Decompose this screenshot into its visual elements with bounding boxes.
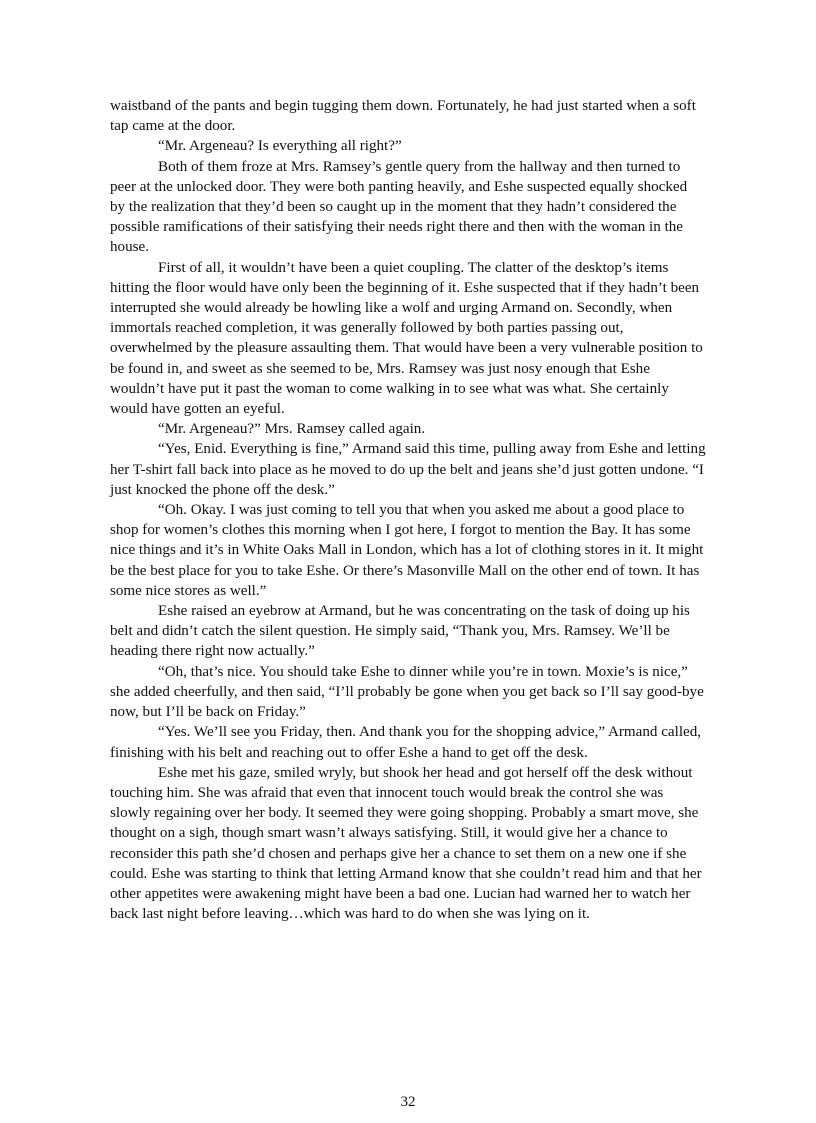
paragraph: “Mr. Argeneau? Is everything all right?” (158, 138, 402, 155)
paragraph: Eshe met his gaze, smiled wryly, but shook her head and got herself off the desk without touching him. She was afraid that even that innocent touch would break the control she was slowly regaining over her body. It seemed they were going shopping. Probably a smart move, she thought on a sigh, though smart wasn’t always satisfying. Still, it would give her a chance to reconsider this path she’d chosen and perhaps give her a chance to set them on a new one if she could. Eshe was starting to think that letting Armand know that she couldn’t read him and that her other appetites were awakening might have been a bad one. Lucian had warned her to watch her back last night before leaving…which was hard to do when she was lying on it. (110, 764, 702, 923)
page-number: 32 (400, 1094, 416, 1110)
paragraph: Both of them froze at Mrs. Ramsey’s gentle query from the hallway and then turned to peer at the unlocked door. They were both panting heavily, and Eshe suspected equally shocked by the realization that they’d been so caught up in the moment that they hadn’t considered the possible ramifications of their satisfying their needs right there and then with the woman in the house. (110, 158, 688, 256)
paragraph: Eshe raised an eyebrow at Armand, but he was concentrating on the task of doing up his belt and didn’t catch the silent question. He simply said, “Thank you, Mrs. Ramsey. We’ll be heading there right now actually.” (110, 603, 690, 660)
paragraph: “Yes. We’ll see you Friday, then. And thank you for the shopping advice,” Armand called, finishing with his belt and reaching out to offer Eshe a hand to get off the desk. (110, 724, 702, 761)
paragraph: “Yes, Enid. Everything is fine,” Armand said this time, pulling away from Eshe and letting her T-shirt fall back into place as he moved to do up the belt and jeans she’d just gotten undone. “I just knocked the phone off the desk.” (110, 441, 706, 498)
paragraph: waistband of the pants and begin tugging them down. Fortunately, he had just started when a soft tap came at the door. (110, 98, 696, 135)
page-body (110, 96, 706, 924)
paragraph: “Mr. Argeneau?” Mrs. Ramsey called again. (158, 421, 426, 438)
paragraph: “Oh, that’s nice. You should take Eshe to dinner while you’re in town. Moxie’s is nice,” she added cheerfully, and then said, “I’ll probably be gone when you get back so I’ll say good-bye now, but I’ll be back on Friday.” (110, 663, 704, 721)
paragraph: First of all, it wouldn’t have been a quiet coupling. The clatter of the desktop’s items hitting the floor would have only been the beginning of it. Eshe suspected that if they hadn’t been interrupted she would already be howling like a wolf and urging Armand on. Secondly, when immortals reached completion, it was generally followed by both parties passing out, overwhelmed by the pleasure assaulting them. That would have been a very vulnerable position to be found in, and sweet as she seemed to be, Mrs. Ramsey was just nosy enough that Eshe wouldn’t have put it past the woman to come walking in to see what was what. She certainly would have gotten an eyeful. (110, 259, 703, 418)
paragraph: “Oh. Okay. I was just coming to tell you that when you asked me about a good place to shop for women’s clothes this morning when I got here, I forgot to mention the Bay. It has some nice things and it’s in White Oaks Mall in London, which has a lot of clothing stores in it. It might be the best place for you to take Eshe. Or there’s Masonville Mall on the other end of town. It has some nice stores as well.” (110, 502, 704, 599)
